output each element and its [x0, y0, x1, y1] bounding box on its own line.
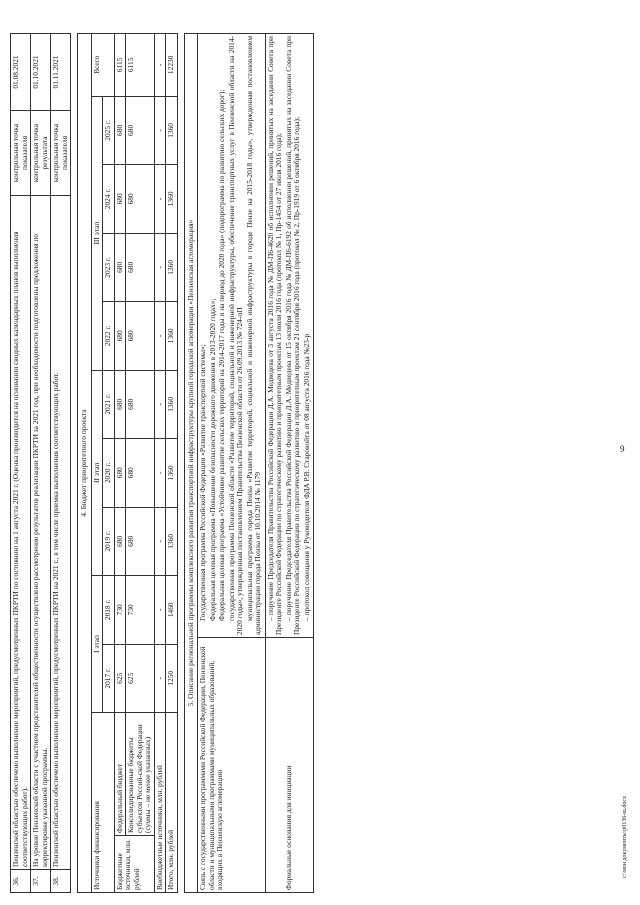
cell-value: 625 [114, 644, 126, 712]
cell-value: 680 [114, 165, 126, 233]
cell-value: 1250 [166, 644, 178, 712]
stage3-header: III этап [91, 96, 103, 370]
cell-value: 680 [114, 233, 126, 301]
stage1-header: I этап [91, 576, 103, 713]
section5-table [184, 33, 315, 893]
year-header: 2019 г. [103, 507, 115, 575]
year-header: 2022 г. [103, 302, 115, 370]
cell-value: - [154, 439, 166, 507]
event-number: 37. [31, 870, 51, 893]
event-date: 01.11.2021 [51, 34, 71, 111]
event-type: контрольная точка результата [31, 111, 51, 196]
cell-value: 1360 [166, 439, 178, 507]
cell-value: 680 [126, 96, 155, 164]
cell-value: 680 [114, 507, 126, 575]
event-text: Пензенской областью обеспечено выполнение мероприятий, предусмотренных ПКРТИ на 2021 г., в том числе приемка выполнения соответствующих работ. [51, 196, 71, 870]
cell-value: - [154, 507, 166, 575]
paragraph: муниципальная программа города Пензы «Развитие территорий, социальной и инженерной инфраструктуры в городе Пензе на 2015-2018 годы», утвержденная постановлением администрации города Пензы от 10.10.2014 № 1179 [244, 36, 263, 635]
year-header: 2021 г. [103, 370, 115, 438]
cell-value: 625 [126, 644, 155, 712]
row-content [198, 34, 266, 638]
row-label: Связь с государственными программами Российской Федерации, Пензенской области и муниципальными программами муниципальных образований, входящих в Пензенскую агломерацию [198, 638, 266, 893]
row-label: Итого, млн. рублей [166, 713, 178, 893]
paragraph: государственная программа Пензенской области «Развитие территорий, социальной и инженерной инфраструктуры, обеспечение транспортных услуг в Пензенской области на 2014-2020 годы», утвержденная постановлением Правительства Пензенской области от 26.09.2013 № 724-пП [226, 36, 245, 635]
event-number: 36. [11, 870, 31, 893]
budget-title: 4. Бюджет приоритетного проекта [78, 34, 92, 893]
cell-value: 1360 [166, 370, 178, 438]
table-row [31, 34, 51, 893]
budget-table [77, 33, 178, 893]
cell-total: 6115 [126, 34, 155, 97]
cell-value: 1360 [166, 507, 178, 575]
event-text: На уровне Пензенской области с участием представителей общественности осуществлено рассмотрение результатов реализации ПКРТИ за 2021 год, при необходимости подготовлены предложения по корректировке указанной программы. [31, 196, 51, 870]
cell-value: 1360 [166, 302, 178, 370]
paragraph: – протокол совещания у Руководителя ФДА Р.В. Старовойта от 08 августа 2016 года №23-р [301, 333, 311, 621]
total-header: Всего [91, 34, 114, 97]
table-row [51, 34, 71, 893]
cell-value: 680 [126, 439, 155, 507]
event-text: Пензенской областью обеспечено выполнение мероприятий, предусмотренных ПКРТИ по состоянию на 1 августа 2021 г. (Оценка производится на основании сводных календарных планов выполнения соответствующих работ). [11, 196, 31, 870]
section5-title: 5. Описание региональной программы комплексного развития транспортной инфраструктуры крупной городской агломерации «Пензенская агломерация» [184, 34, 198, 893]
paragraph: – поручение Председателя Правительства Российской Федерации Д.А. Медведева от 15 октября 2016 года № ДМ-П6-6192 об исполнении решений, принятых на заседании Совета при Президенте Российской Федерации по стратегическому развитию и приоритетным проектам 21 сентября 2016 года (протокол № 2, Пр-1919 от 6 октября 2016 года); [283, 36, 302, 635]
rotated-landscape-content [10, 33, 570, 893]
paragraph: – поручение Председателя Правительства Российской Федерации Д.А. Медведева от 3 августа 2016 года № ДМ-П6-4620 об исполнении решений, принятых на заседании Совета при Президенте Российской Федерации по стратегическому развитию и приоритетным проектам 13 июля 2016 года (протокол № 1, Пр-1454 от 27 июля 2016 года); [265, 36, 284, 635]
table-row [114, 34, 126, 893]
year-header: 2020 г. [103, 439, 115, 507]
cell-value: 1460 [166, 576, 178, 644]
cell-value: 1360 [166, 96, 178, 164]
cell-value: - [154, 233, 166, 301]
cell-value: - [154, 370, 166, 438]
paragraph: Федеральная целевая программа «Повышение безопасности дорожного движения в 2013-2020 годах»; [207, 298, 217, 621]
year-header: 2024 г. [103, 165, 115, 233]
cell-value: 680 [114, 302, 126, 370]
budget-group-label: Бюджетные источники, млн. рублей [114, 836, 154, 893]
cell-total: 12230 [166, 34, 178, 97]
year-header: 2017 г. [103, 644, 115, 712]
events-table [10, 33, 71, 893]
event-date: 01.08.2021 [11, 34, 31, 111]
year-header: 2018 г. [103, 576, 115, 644]
cell-value: 680 [126, 370, 155, 438]
cell-value: 680 [126, 233, 155, 301]
paragraph: Федеральная целевая программа «Устойчивое развитие сельских территорий на 2014-2017 годы и на период до 2020 года» (подпрограмма по развитию сельских дорог); [217, 89, 227, 621]
cell-value: - [154, 644, 166, 712]
event-date: 01.10.2021 [31, 34, 51, 111]
cell-value: 680 [114, 96, 126, 164]
row-content [265, 34, 314, 638]
col-source-header: Источники финансирования [91, 713, 114, 893]
cell-value: 680 [126, 507, 155, 575]
table-row [265, 34, 314, 893]
row-label: Внебюджетные источники, млн. рублей [154, 713, 166, 893]
table-row [126, 34, 155, 893]
cell-value: 730 [126, 576, 155, 644]
footer-path: c:\мои документы\p0136-ш.docx [622, 795, 628, 878]
year-header: 2023 г. [103, 233, 115, 301]
cell-value: - [154, 96, 166, 164]
page-number: 9 [620, 444, 625, 454]
cell-value: - [154, 302, 166, 370]
row-label: Формальные основания для инициации [265, 638, 314, 893]
cell-value: 680 [114, 439, 126, 507]
row-label: Консолидированные бюджеты субъектов Россий-ской Федерации (суммы – не менее указанных) [126, 713, 155, 836]
year-header: 2025 г. [103, 96, 115, 164]
cell-value: 680 [126, 165, 155, 233]
cell-total: - [154, 34, 166, 97]
table-row [154, 34, 166, 893]
paragraph: Государственная программа Российской Федерации «Развитие транспортной системы»; [198, 344, 208, 621]
cell-value: 680 [114, 370, 126, 438]
cell-value: 730 [114, 576, 126, 644]
event-type: контрольная точка показателя [11, 111, 31, 196]
stage2-header: II этап [91, 370, 103, 575]
table-row [198, 34, 266, 893]
cell-total: 6115 [114, 34, 126, 97]
cell-value: - [154, 165, 166, 233]
table-row [11, 34, 31, 893]
cell-value: 1360 [166, 165, 178, 233]
cell-value: 1360 [166, 233, 178, 301]
cell-value: 680 [126, 302, 155, 370]
event-number: 38. [51, 870, 71, 893]
cell-value: - [154, 576, 166, 644]
row-label: Федеральный бюджет [114, 713, 126, 836]
table-row [166, 34, 178, 893]
event-type: контрольная точка показателя [51, 111, 71, 196]
